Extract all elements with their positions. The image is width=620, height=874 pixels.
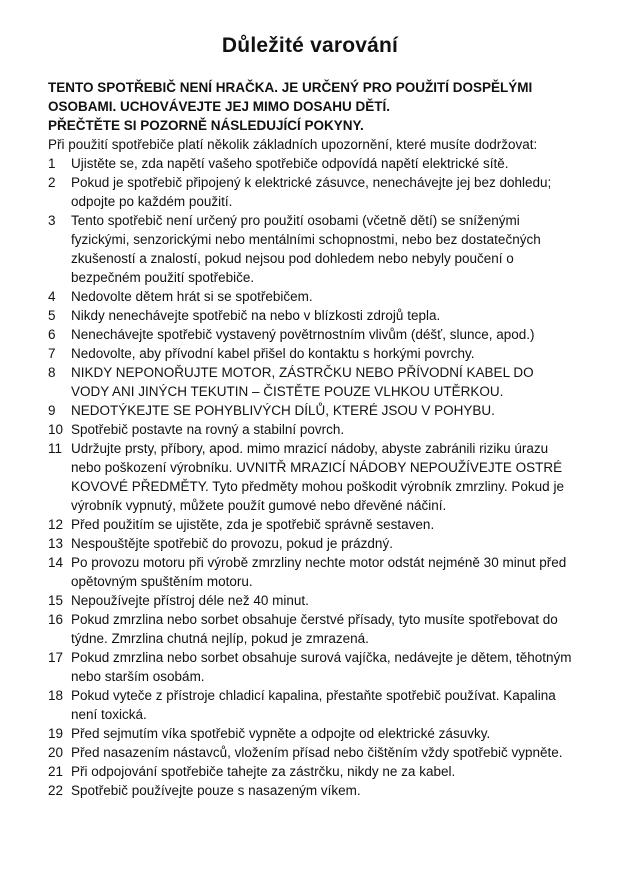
item-number: 19 [48, 726, 64, 741]
item-number: 21 [48, 764, 64, 779]
list-item [48, 553, 572, 591]
list-item [48, 743, 572, 762]
list-item [48, 344, 572, 363]
item-number: 10 [48, 422, 64, 437]
item-text: Spotřebič postavte na rovný a stabilní povrch. [71, 422, 345, 437]
warning-intro-text: Při použití spotřebiče platí několik základních upozornění, které musíte dodržovat: [48, 137, 538, 152]
list-item [48, 724, 572, 743]
item-text: Pokud vyteče z přístroje chladicí kapalina, přestaňte spotřebič používat. Kapalina není toxická. [71, 688, 556, 722]
item-text: NIKDY NEPONOŘUJTE MOTOR, ZÁSTRČKU NEBO PŘÍVODNÍ KABEL DO VODY ANI JINÝCH TEKUTIN – ČISTĚTE POUZE VLHKOU UTĚRKOU. [71, 365, 534, 399]
item-number: 7 [48, 346, 56, 361]
warning-intro-bold-2: PŘEČTĚTE SI POZORNĚ NÁSLEDUJÍCÍ POKYNY. [48, 118, 364, 133]
list-item [48, 439, 572, 515]
item-number: 18 [48, 688, 64, 703]
item-number: 16 [48, 612, 64, 627]
list-item [48, 420, 572, 439]
item-number: 2 [48, 175, 56, 190]
warning-intro-bold-1: TENTO SPOTŘEBIČ NENÍ HRAČKA. JE URČENÝ PRO POUŽITÍ DOSPĚLÝMI OSOBAMI. UCHOVÁVEJTE JEJ MIMO DOSAHU DĚTÍ. [48, 80, 533, 114]
item-number: 8 [48, 365, 56, 380]
warning-list [48, 154, 572, 800]
item-number: 11 [48, 441, 63, 456]
item-number: 6 [48, 327, 56, 342]
list-item [48, 762, 572, 781]
item-number: 12 [48, 517, 64, 532]
item-text: Pokud zmrzlina nebo sorbet obsahuje čerstvé přísady, tyto musíte spotřebovat do týdne. Zmrzlina chutná nejlíp, pokud je zmrazená. [71, 612, 558, 646]
item-text: Nedovolte, aby přívodní kabel přišel do kontaktu s horkými povrchy. [71, 346, 475, 361]
item-text: Nikdy nenechávejte spotřebič na nebo v blízkosti zdrojů tepla. [71, 308, 441, 323]
list-item [48, 154, 572, 173]
page-title: Důležité varování [221, 34, 399, 57]
item-number: 14 [48, 555, 64, 570]
list-item [48, 173, 572, 211]
item-number: 3 [48, 213, 56, 228]
item-text: Ujistěte se, zda napětí vašeho spotřebiče odpovídá napětí elektrické sítě. [71, 156, 509, 171]
list-item [48, 591, 572, 610]
item-text: Při odpojování spotřebiče tahejte za zástrčku, nikdy ne za kabel. [71, 764, 456, 779]
item-text: Pokud zmrzlina nebo sorbet obsahuje surová vajíčka, nedávejte je dětem, těhotným nebo starším osobám. [71, 650, 572, 684]
item-number: 9 [48, 403, 56, 418]
item-text: Nedovolte dětem hrát si se spotřebičem. [71, 289, 313, 304]
list-item [48, 781, 572, 800]
item-text: Po provozu motoru při výrobě zmrzliny nechte motor odstát nejméně 30 minut před opětovným spuštěním motoru. [71, 555, 567, 589]
item-number: 13 [48, 536, 64, 551]
item-text: Udržujte prsty, příbory, apod. mimo mrazicí nádoby, abyste zabránili riziku úrazu nebo poškození výrobníku. UVNITŘ MRAZICÍ NÁDOBY NEPOUŽÍVEJTE OSTRÉ KOVOVÉ PŘEDMĚTY. Tyto předměty mohou poškodit výrobník zmrzliny. Pokud je výrobník vypnutý, můžete použít gumové nebo dřevěné náčiní. [71, 441, 564, 513]
item-text: Před nasazením nástavců, vložením přísad nebo čištěním vždy spotřebič vypněte. [71, 745, 563, 760]
item-number: 4 [48, 289, 56, 304]
item-text: Před sejmutím víka spotřebič vypněte a odpojte od elektrické zásuvky. [71, 726, 491, 741]
list-item [48, 610, 572, 648]
item-text: NEDOTÝKEJTE SE POHYBLIVÝCH DÍLŮ, KTERÉ JSOU V POHYBU. [71, 403, 495, 418]
list-item [48, 287, 572, 306]
list-item [48, 325, 572, 344]
item-number: 22 [48, 783, 64, 798]
item-text: Před použitím se ujistěte, zda je spotřebič správně sestaven. [71, 517, 435, 532]
list-item [48, 515, 572, 534]
list-item [48, 686, 572, 724]
item-number: 17 [48, 650, 64, 665]
item-text: Spotřebič používejte pouze s nasazeným víkem. [71, 783, 361, 798]
item-number: 1 [48, 156, 56, 171]
list-item [48, 648, 572, 686]
list-item [48, 211, 572, 287]
list-item [48, 401, 572, 420]
item-text: Tento spotřebič není určený pro použití osobami (včetně dětí) se sníženými fyzickými, senzorickými nebo mentálními schopnostmi, nebo bez dostatečných zkušeností a znalostí, pokud nejsou pod dohledem nebo nebyly poučení o bezpečném použití spotřebiče. [71, 213, 541, 285]
list-item [48, 534, 572, 553]
item-number: 5 [48, 308, 56, 323]
item-text: Nenechávejte spotřebič vystavený povětrnostním vlivům (déšť, slunce, apod.) [71, 327, 535, 342]
list-item [48, 363, 572, 401]
item-number: 15 [48, 593, 64, 608]
item-text: Pokud je spotřebič připojený k elektrické zásuvce, nenechávejte jej bez dohledu; odpojte po každém použití. [71, 175, 552, 209]
item-text: Nepoužívejte přístroj déle než 40 minut. [71, 593, 309, 608]
list-item [48, 306, 572, 325]
item-number: 20 [48, 745, 64, 760]
item-text: Nespouštějte spotřebič do provozu, pokud je prázdný. [71, 536, 393, 551]
